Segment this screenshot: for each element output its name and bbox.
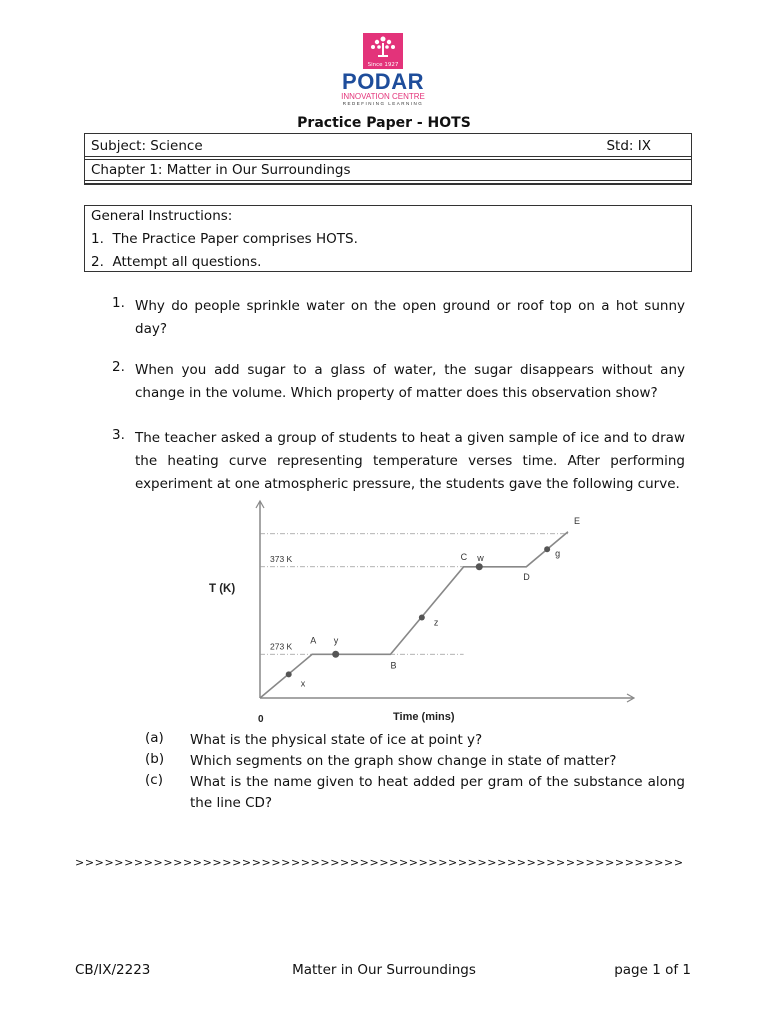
question-text: When you add sugar to a glass of water, the sugar disappears without any change in the volume. Which property of matter does this observation show? bbox=[135, 362, 685, 401]
question-number: 1. bbox=[112, 295, 125, 311]
marker-label: w bbox=[477, 552, 484, 563]
curve-marker bbox=[476, 563, 483, 570]
sub-question-label: (c) bbox=[145, 772, 163, 788]
logo-tagline: REDEFINING LEARNING bbox=[342, 101, 424, 106]
curve-point-label: B bbox=[390, 660, 397, 671]
header-divider bbox=[84, 156, 692, 160]
footer-title: Matter in Our Surroundings bbox=[292, 962, 476, 978]
question-text: The teacher asked a group of students to heat a given sample of ice and to draw the heating curve representing temperature verses time. After performing experiment at one atmospheric pressure, the students gave the following curve. bbox=[135, 430, 685, 492]
sub-question-text: Which segments on the graph show change in state of matter? bbox=[190, 753, 617, 769]
graph-curve bbox=[260, 532, 568, 698]
header-table bbox=[84, 133, 692, 185]
separator-line: >>>>>>>>>>>>>>>>>>>>>>>>>>>>>>>>>>>>>>>>>>>>>>>>>>>>>>>>>>>>>> bbox=[75, 856, 684, 869]
heating-curve-line bbox=[260, 532, 568, 698]
y-axis-label: T (K) bbox=[209, 583, 236, 595]
sub-question-label: (a) bbox=[145, 730, 164, 746]
graph-markers bbox=[286, 546, 550, 677]
footer-code: CB/IX/2223 bbox=[75, 962, 151, 978]
sub-question-label: (b) bbox=[145, 751, 165, 767]
chapter-label: Chapter 1: Matter in Our Surroundings bbox=[91, 162, 351, 178]
curve-point-label: C bbox=[460, 551, 468, 562]
tree-icon bbox=[369, 35, 397, 61]
curve-point-label: A bbox=[310, 635, 317, 646]
page-title: Practice Paper - HOTS bbox=[297, 115, 471, 131]
question-number: 3. bbox=[112, 427, 125, 443]
std-label: Std: IX bbox=[606, 138, 651, 154]
marker-label: x bbox=[300, 678, 306, 689]
instruction-item: 2. Attempt all questions. bbox=[91, 254, 262, 270]
logo-name: PODAR bbox=[342, 69, 424, 94]
question-text: Why do people sprinkle water on the open ground or roof top on a hot sunny day? bbox=[135, 298, 685, 337]
marker-label: z bbox=[433, 617, 439, 628]
graph-guides bbox=[260, 534, 568, 655]
header-bottom-rule bbox=[84, 180, 692, 184]
logo-subtitle: INNOVATION CENTRE bbox=[341, 92, 425, 101]
curve-marker bbox=[544, 546, 550, 552]
logo-since: Since 1927 bbox=[367, 62, 399, 68]
marker-label: g bbox=[555, 548, 561, 559]
chapter-row bbox=[91, 162, 671, 178]
sub-question-text: What is the name given to heat added per gram of the substance along the line CD? bbox=[190, 774, 685, 811]
sub-question-text: What is the physical state of ice at point y? bbox=[190, 732, 483, 748]
curve-point-label: E bbox=[574, 515, 581, 526]
level-label: 373 K bbox=[270, 553, 293, 564]
logo-emblem bbox=[363, 33, 403, 69]
subject-label: Subject: Science bbox=[91, 138, 203, 154]
curve-point-label: D bbox=[523, 571, 530, 582]
question-number: 2. bbox=[112, 359, 125, 375]
curve-marker bbox=[419, 615, 425, 621]
instructions-heading: General Instructions: bbox=[91, 208, 233, 224]
level-label: 273 K bbox=[270, 641, 293, 652]
instructions-box bbox=[84, 205, 692, 272]
graph-axes bbox=[256, 501, 634, 702]
footer-page: page 1 of 1 bbox=[614, 962, 691, 978]
instruction-item: 1. The Practice Paper comprises HOTS. bbox=[91, 231, 358, 247]
curve-marker bbox=[332, 651, 339, 658]
x-axis-label: Time (mins) bbox=[393, 711, 455, 723]
curve-marker bbox=[286, 671, 292, 677]
origin-label: 0 bbox=[258, 714, 264, 725]
subject-row bbox=[91, 138, 671, 154]
marker-label: y bbox=[333, 635, 339, 646]
heating-curve-graph bbox=[195, 498, 635, 726]
